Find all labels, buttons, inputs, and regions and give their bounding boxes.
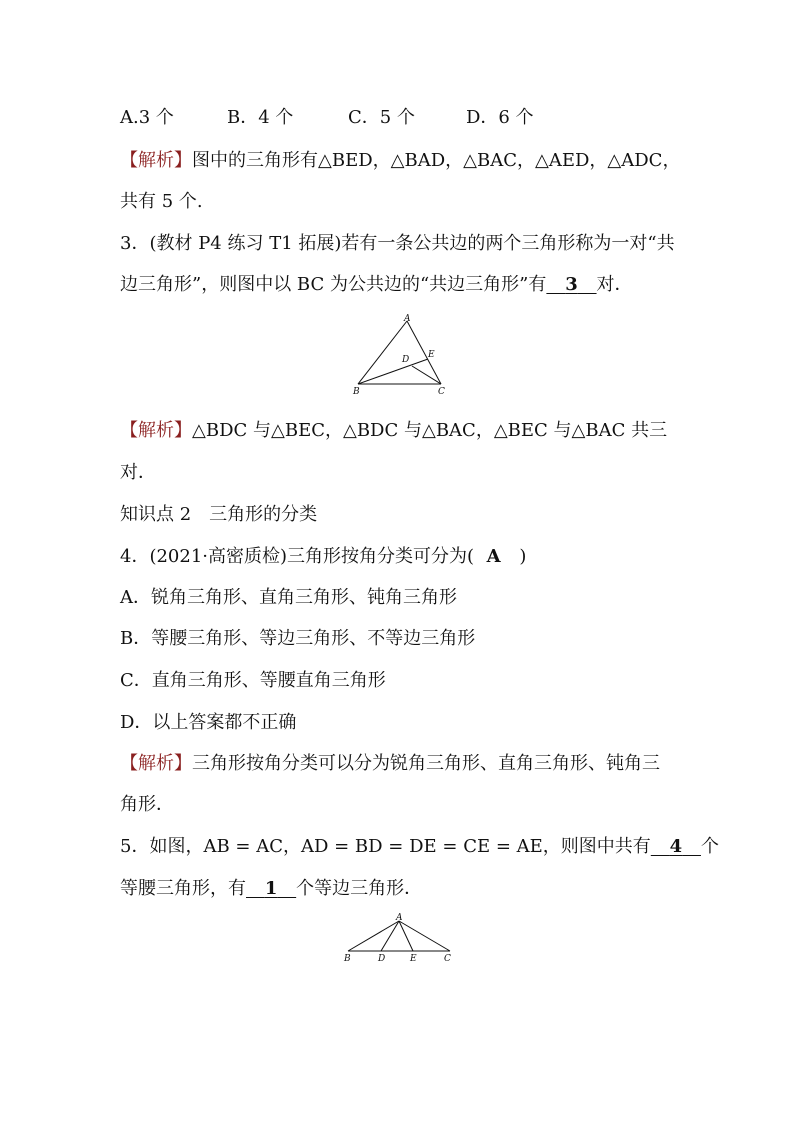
q2-analysis bbox=[120, 149, 680, 173]
q5-stem-post1: 个 bbox=[700, 836, 719, 857]
analysis-label: 【解析】 bbox=[120, 150, 192, 171]
q4-analysis bbox=[120, 752, 660, 776]
q5-triangle-figure bbox=[340, 910, 460, 968]
q4-option-d[interactable]: D．以上答案都不正确 bbox=[120, 712, 297, 733]
q5-stem-line2 bbox=[120, 877, 422, 901]
q4-analysis-text: 三角形按角分类可以分为锐角三角形、直角三角形、钝角三 bbox=[192, 753, 660, 774]
q3-analysis-cont: 对． bbox=[120, 462, 156, 483]
q3-segment-be bbox=[358, 359, 428, 384]
q3-analysis bbox=[120, 419, 667, 443]
q5-stem-post2: 个等边三角形． bbox=[296, 878, 423, 899]
q4-stem-pre: 4．(2021·高密质检)三角形按角分类可分为( bbox=[120, 546, 475, 567]
q5-label-e: E bbox=[410, 954, 417, 964]
q3-label-c: C bbox=[438, 387, 445, 397]
q5-label-b: B bbox=[344, 954, 351, 964]
q3-stem-line1: 3．(教材 P4 练习 T1 拓展)若有一条公共边的两个三角形称为一对“共 bbox=[120, 233, 675, 254]
q3-answer: 3 bbox=[565, 274, 578, 295]
q3-label-e: E bbox=[428, 350, 435, 360]
q3-segment-ac bbox=[407, 321, 441, 384]
q3-triangle-figure bbox=[345, 312, 455, 402]
q2-option-a[interactable]: A.3 个 bbox=[120, 107, 174, 128]
section-heading: 知识点 2 三角形的分类 bbox=[120, 504, 318, 525]
q4-option-b[interactable]: B．等腰三角形、等边三角形、不等边三角形 bbox=[120, 628, 476, 649]
q3-analysis-text: △BDC 与△BEC，△BDC 与△BAC，△BEC 与△BAC 共三 bbox=[192, 420, 668, 441]
q2-option-d[interactable]: D．6 个 bbox=[466, 107, 534, 128]
q2-analysis-cont: 共有 5 个. bbox=[120, 191, 203, 212]
analysis-label: 【解析】 bbox=[120, 420, 192, 441]
q5-label-a: A bbox=[396, 913, 403, 923]
q5-segment-ab bbox=[348, 921, 399, 951]
q3-answer-blank[interactable] bbox=[546, 273, 596, 297]
analysis-label: 【解析】 bbox=[120, 753, 192, 774]
q5-label-d: D bbox=[378, 954, 386, 964]
q5-answer2-blank[interactable] bbox=[246, 877, 296, 901]
q5-answer1-blank[interactable] bbox=[651, 835, 701, 859]
q5-answer1: 4 bbox=[669, 836, 683, 857]
q2-analysis-text: 图中的三角形有△BED，△BAD，△BAC，△AED，△ADC， bbox=[192, 150, 681, 171]
q4-stem-post: ) bbox=[519, 546, 527, 567]
q2-option-b[interactable]: B．4 个 bbox=[227, 107, 294, 128]
q5-stem-line1 bbox=[120, 835, 719, 859]
q4-option-a[interactable]: A．锐角三角形、直角三角形、钝角三角形 bbox=[120, 587, 457, 608]
q4-analysis-cont: 角形． bbox=[120, 794, 174, 815]
q5-segment-ad bbox=[381, 921, 399, 951]
q3-segment-ab bbox=[358, 321, 410, 384]
q3-label-d: D bbox=[402, 355, 410, 365]
q5-label-c: C bbox=[444, 954, 451, 964]
q3-stem-post: 对． bbox=[596, 274, 633, 295]
q5-segment-ac bbox=[399, 921, 450, 951]
q4-answer: A bbox=[486, 546, 501, 567]
q5-stem-pre2: 等腰三角形，有 bbox=[120, 878, 246, 899]
q5-answer2: 1 bbox=[264, 878, 278, 899]
q4-stem bbox=[120, 545, 526, 569]
q2-options bbox=[120, 106, 534, 130]
q4-option-c[interactable]: C．直角三角形、等腰直角三角形 bbox=[120, 670, 386, 691]
q3-stem-pre: 边三角形”，则图中以 BC 为公共边的“共边三角形”有 bbox=[120, 274, 547, 295]
q3-label-a: A bbox=[404, 314, 411, 324]
q5-stem-pre: 5．如图，AB = AC，AD = BD = DE = CE = AE，则图中共有 bbox=[120, 836, 651, 857]
q3-stem-line2 bbox=[120, 273, 633, 297]
q3-label-b: B bbox=[353, 387, 360, 397]
q2-option-c[interactable]: C．5 个 bbox=[348, 107, 415, 128]
